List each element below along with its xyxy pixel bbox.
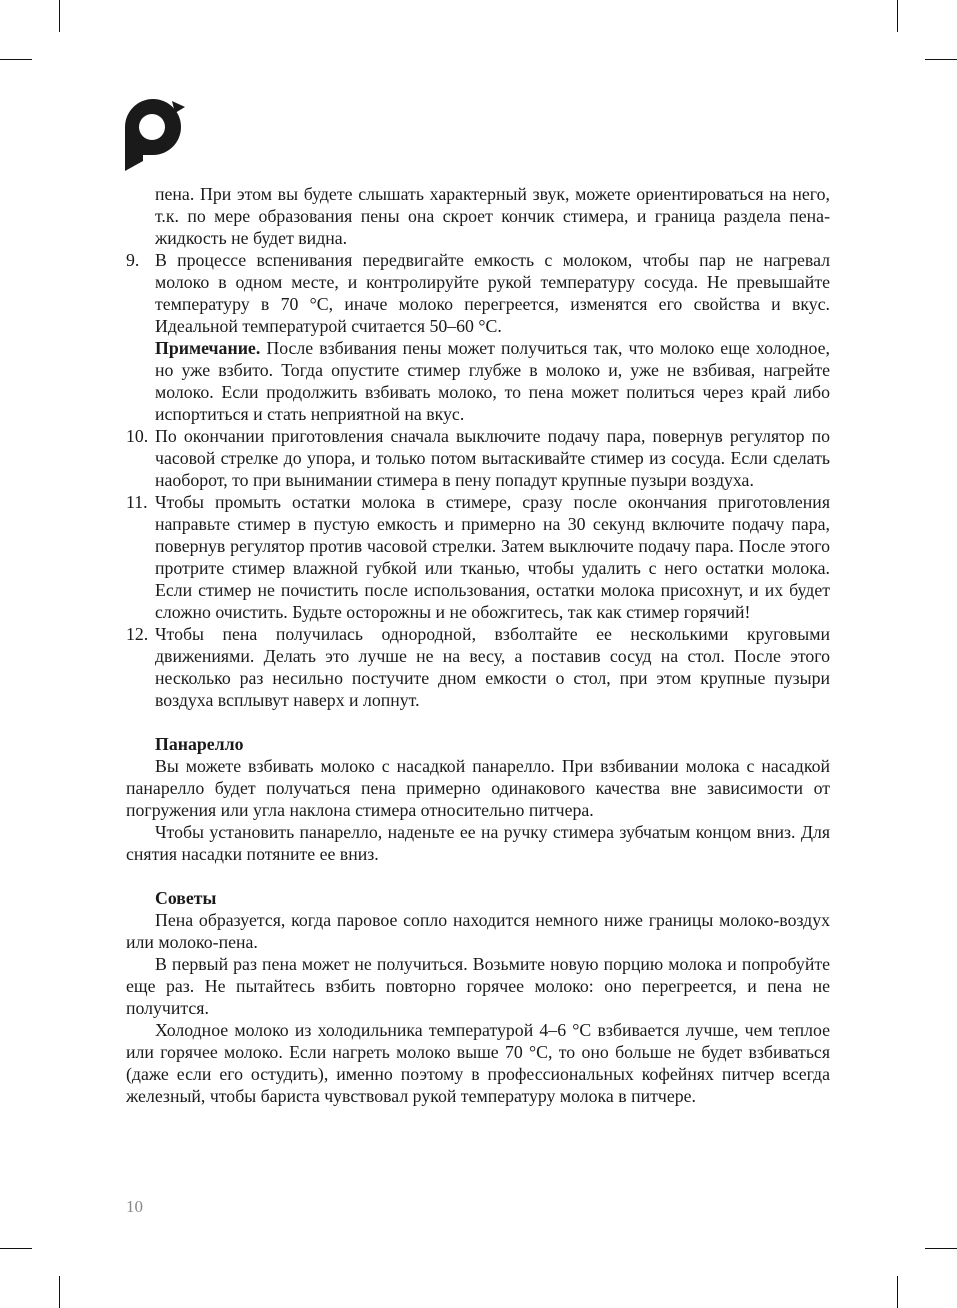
- crop-mark: [59, 0, 60, 32]
- paragraph: Холодное молоко из холодильника температурой 4–6 °С взбивается лучше, чем теплое или горячее молоко. Если нагреть молоко выше 70 °С, то оно больше не будет взбиваться (даже если его остудить), именно поэтому в профессиональных кофейнях питчер всегда железный, чтобы бариста чувствовал рукой температуру молока в питчере.: [126, 1020, 830, 1106]
- list-item: [126, 491, 830, 623]
- section-heading-tips: Советы: [155, 888, 217, 908]
- crop-mark: [925, 1248, 957, 1249]
- note-text: После взбивания пены может получиться так, что молоко еще холодное, но уже взбито. Тогда опустите стимер глубже в молоко и, уже не взбивая, нагрейте молоко. Если продолжить взбивать молоко, то пена может политься через край либо испортиться и стать неприятной на вкус.: [155, 338, 830, 424]
- document-body: [126, 183, 830, 1107]
- paragraph: Чтобы установить панарелло, наденьте ее на ручку стимера зубчатым концом вниз. Для снятия насадки потяните ее вниз.: [126, 822, 830, 864]
- list-item-text: В процессе вспенивания передвигайте емкость с молоком, чтобы пар не нагревал молоко в одном месте, и контролируйте рукой температуру сосуда. Не превышайте температуру в 70 °С, иначе молоко перегреется, изменятся его свойства и вкус. Идеальной температурой считается 50–60 °С.: [155, 250, 830, 336]
- section-heading-panarello: Панарелло: [155, 734, 244, 754]
- crop-mark: [897, 1276, 898, 1308]
- crop-mark: [925, 59, 957, 60]
- brand-logo-icon: [125, 97, 187, 173]
- paragraph: В первый раз пена может не получиться. Возьмите новую порцию молока и попробуйте еще раз. Не пытайтесь взбить повторно горячее молоко: оно перегреется, и пена не получится.: [126, 954, 830, 1018]
- list-item: [126, 249, 830, 425]
- crop-mark: [897, 0, 898, 32]
- list-number: 11.: [126, 492, 148, 512]
- page-number: 10: [126, 1197, 143, 1216]
- list-item-text: Чтобы промыть остатки молока в стимере, сразу после окончания приготовления направьте стимер в пустую емкость и примерно на 30 секунд включите подачу пара, повернув регулятор против часовой стрелки. Затем выключите подачу пара. После этого протрите стимер влажной губкой или тканью, чтобы удалить с него остатки молока. Если стимер не почистить после использования, остатки молока присохнут, и их будет сложно очистить. Будьте осторожны и не обожгитесь, так как стимер горячий!: [155, 492, 830, 622]
- crop-mark: [0, 59, 32, 60]
- crop-mark: [59, 1276, 60, 1308]
- list-item: [126, 425, 830, 491]
- paragraph: Пена образуется, когда паровое сопло находится немного ниже границы молоко-воздух или молоко-пена.: [126, 910, 830, 952]
- list-number: 12.: [126, 624, 149, 644]
- note-label: Примечание.: [155, 338, 261, 358]
- paragraph: Вы можете взбивать молоко с насадкой панарелло. При взбивании молока с насадкой панарелло будет получаться пена примерно одинакового качества вне зависимости от погружения или угла наклона стимера относительно питчера.: [126, 756, 830, 820]
- crop-mark: [0, 1248, 32, 1249]
- list-number: 10.: [126, 426, 149, 446]
- paragraph-continuation: пена. При этом вы будете слышать характерный звук, можете ориентироваться на него, т.к. по мере образования пены она скроет кончик стимера, и граница раздела пена-жидкость не будет видна.: [155, 184, 830, 248]
- list-number: 9.: [126, 250, 140, 270]
- list-item-text: Чтобы пена получилась однородной, взболтайте ее несколькими круговыми движениями. Делать это лучше не на весу, а поставив сосуд на стол. После этого несколько раз несильно постучите дном емкости о стол, при этом крупные пузыри воздуха всплывут наверх и лопнут.: [155, 624, 830, 710]
- list-item: [126, 623, 830, 711]
- list-item-text: По окончании приготовления сначала выключите подачу пара, повернув регулятор по часовой стрелке до упора, и только потом вытаскивайте стимер из сосуда. Если сделать наоборот, то при вынимании стимера в пену попадут крупные пузыри воздуха.: [155, 426, 830, 490]
- note-paragraph: [155, 337, 830, 425]
